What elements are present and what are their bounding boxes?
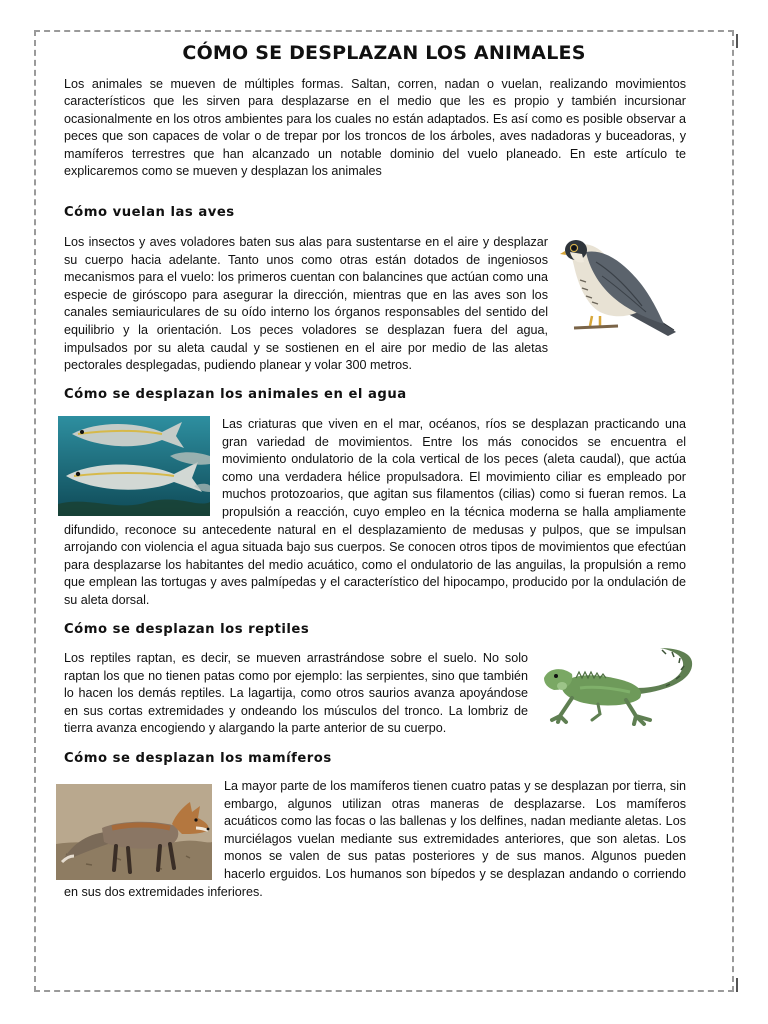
- falcon-image: [556, 232, 680, 344]
- section-text-reptiles: Los reptiles raptan, es decir, se mueven arrastrándose sobre el suelo. No solo raptan los que no tienen patas como por ejemplo: las serpientes, sino que también lo hacen los demás reptiles. La lagartija, como otros saurios avanza apoyándose en sus cortas extremidades y ondeando los músculos del tronco. La lombriz de tierra avanza encogiendo y alargando la parte anterior de su cuerpo.: [64, 651, 528, 736]
- section-text-water: Las criaturas que viven en el mar, océanos, ríos se desplazan practicando una gran variedad de movimientos. Entre los más conocidos se encuentra el movimiento ondulatorio de la cola vertical de los peces (aleta caudal), que actúa como una verdadera hélice propulsadora. El movimiento ciliar es empleado por muchos protozoarios, que agitan sus filamentos (cilias) como si fueran remos. La propulsión a reacción, cuyo empleo en la técnica moderna se halla ampliamente difundido, reconoce su antecedente natural en el desplazamiento de medusas y pulpos, que se impulsan arrojando con violencia el agua situada bajo sus cuerpos. Se conocen otros tipos de movimientos que efectúan para desplazarse los habitantes del medio acuático, como el ondulatorio de las anguilas, la propulsión a remo que emplean las tortugas y aves palmípedas y el característico del hipocampo, producido por la ondulación de su aleta dorsal.: [64, 417, 686, 607]
- iguana-image: [540, 640, 700, 736]
- section-heading-reptiles: Cómo se desplazan los reptiles: [64, 622, 310, 637]
- section-heading-water: Cómo se desplazan los animales en el agua: [64, 387, 407, 402]
- page-corner-mark: [736, 978, 738, 992]
- section-heading-mammals: Cómo se desplazan los mamíferos: [64, 751, 332, 766]
- page-corner-mark: [736, 34, 738, 48]
- fox-image: [56, 784, 212, 880]
- section-text-birds: Los insectos y aves voladores baten sus alas para sustentarse en el aire y desplazar su cuerpo hacia adelante. Tanto unos como otras están dotados de ingeniosos mecanismos para el vuelo: los primeros cuentan con balancines que actúan como una especie de giróscopo para asegurar la dirección, mientras que en las aves son los canales semiauriculares de su oído interno los órganos responsables del sentido del equilibrio y la orientación. Los peces voladores se desplazan fuera del agua, impulsados por su aleta caudal y se sostienen en el aire por medio de las aletas pectorales desplegadas, pudiendo planear y volar 300 metros.: [64, 235, 548, 373]
- intro-paragraph: Los animales se mueven de múltiples formas. Saltan, corren, nadan o vuelan, realizando movimientos característicos que les sirven para desplazarse en el medio que les es propio y también incursionar ocasionalmente en los otros ambientes para los cuales no están adaptados. Es así como es posible observar a peces que son capaces de volar o de trepar por los troncos de los árboles, aves nadadoras y buceadoras, y mamíferos terrestres que han alcanzado un notable dominio del vuelo planeado. En este artículo te explicaremos como se mueven y desplazan los animales: [64, 77, 686, 179]
- fish-image: [58, 416, 210, 516]
- page-title: CÓMO SE DESPLAZAN LOS ANIMALES: [182, 42, 586, 64]
- section-heading-birds: Cómo vuelan las aves: [64, 205, 235, 220]
- section-text-mammals: La mayor parte de los mamíferos tienen cuatro patas y se desplazan por tierra, sin embargo, algunos utilizan otras maneras de desplazarse. Los mamíferos acuáticos como las focas o las ballenas y los delfines, nadan mediante aletas. Los murciélagos vuelan mediante sus extremidades anteriores, que son aletas. Los monos se valen de sus patas posteriores y de sus manos. Algunos pueden hacerlo erguidos. Los humanos son bípedos y se desplazan andando o corriendo en sus dos extremidades inferiores.: [64, 779, 686, 899]
